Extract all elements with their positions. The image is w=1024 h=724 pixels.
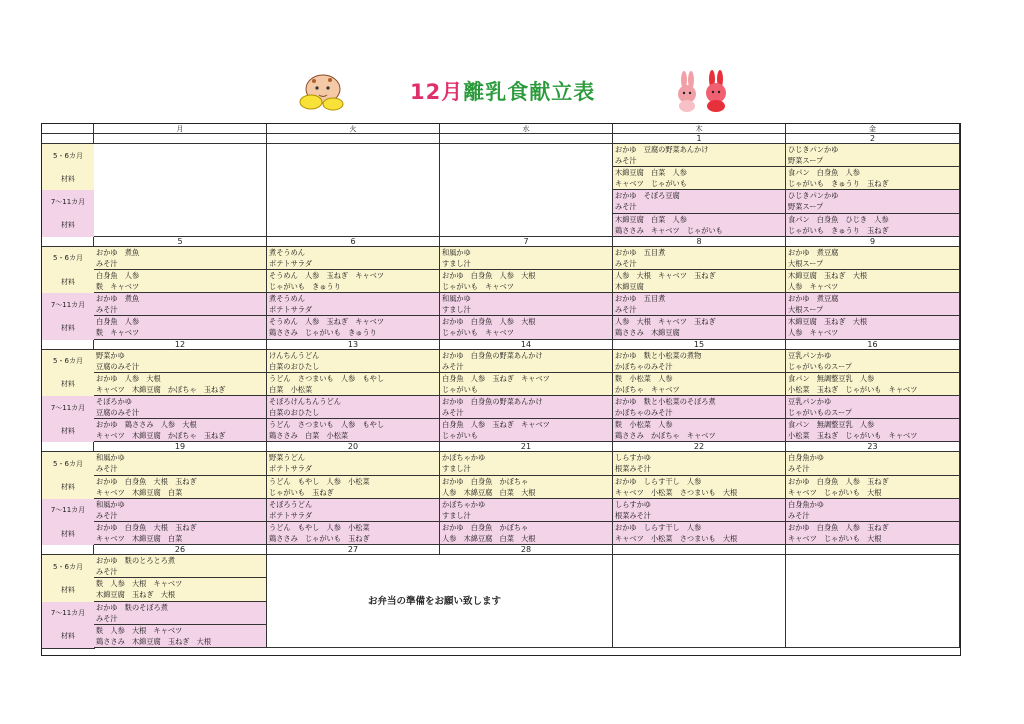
menu-line: キャベツ 小松菜 さつまいも 大根 (615, 534, 738, 543)
menu-line: 麩 キャベツ (96, 328, 140, 338)
menu-line: キャベツ 木綿豆腐 白菜 (96, 534, 183, 543)
menu-line: すまし汁 (442, 258, 471, 268)
empty-day-cell (440, 144, 613, 237)
menu-line: みそ汁 (96, 464, 118, 474)
date-number: 2 (786, 134, 960, 144)
menu-line: ひじきパンかゆ (788, 191, 839, 201)
menu-cell (786, 190, 960, 213)
menu-line: けんちんうどん (269, 350, 320, 360)
menu-line: 豆腐のみそ汁 (96, 408, 140, 417)
menu-cell (613, 293, 786, 316)
menu-cell (613, 452, 786, 475)
menu-line: おかゆ 白身魚の野菜あんかけ (442, 350, 543, 360)
row-label-age: 7〜11カ月 (42, 190, 95, 214)
date-row-label (42, 134, 94, 144)
menu-line: 木綿豆腐 玉ねぎ 大根 (96, 590, 176, 600)
weekday-header-4: 金 (786, 124, 960, 134)
date-number: 23 (786, 442, 960, 452)
menu-cell (440, 373, 613, 396)
menu-cell (94, 316, 267, 339)
date-number: 8 (613, 237, 786, 247)
menu-cell (613, 522, 786, 545)
menu-cell (94, 373, 267, 396)
menu-line: 麩 小松菜 人参 (615, 373, 673, 383)
menu-line: おかゆ 豆腐の野菜あんかけ (615, 145, 709, 154)
menu-line: そうめん 人参 玉ねぎ キャベツ (269, 271, 385, 280)
menu-cell (94, 452, 267, 475)
menu-line: そぼろうどん (269, 499, 313, 509)
date-number: 12 (94, 340, 267, 350)
weekday-header-0: 月 (94, 124, 267, 134)
menu-cell (786, 144, 960, 167)
row-label-ingredients: 材料 (42, 214, 95, 238)
menu-cell (440, 293, 613, 316)
menu-cell (613, 214, 786, 237)
menu-line: 鶏ささみ かぼちゃ キャベツ (615, 431, 716, 441)
menu-line: みそ汁 (615, 202, 637, 212)
menu-line: おかゆ 煮豆腐 (788, 294, 839, 304)
menu-line: 木綿豆腐 玉ねぎ 大根 (788, 317, 868, 327)
menu-line: 豆腐のみそ汁 (96, 361, 140, 371)
menu-line: 人参 キャベツ (788, 328, 839, 338)
menu-line: かぼちゃのみそ汁 (615, 361, 673, 371)
menu-line: 白菜 小松菜 (269, 384, 313, 394)
title-text: 離乳食献立表 (463, 80, 596, 104)
date-number: 5 (94, 237, 267, 247)
date-number: 7 (440, 237, 613, 247)
menu-line: 人参 キャベツ (788, 282, 839, 291)
menu-cell (440, 270, 613, 293)
date-number: 20 (267, 442, 440, 452)
menu-line: おかゆ 五目煮 (615, 294, 666, 304)
menu-line: 人参 木綿豆腐 白菜 大根 (442, 534, 536, 543)
menu-cell (94, 350, 267, 373)
menu-line: キャベツ じゃがいも (615, 179, 687, 189)
menu-line: じゃがいも きゅうり 玉ねぎ (788, 179, 889, 189)
menu-line: 和風かゆ (442, 294, 471, 304)
menu-line: 白身魚 人参 玉ねぎ キャベツ (442, 420, 550, 430)
menu-cell (267, 499, 440, 522)
menu-line: 根菜みそ汁 (615, 510, 651, 520)
menu-line: みそ汁 (788, 510, 810, 520)
menu-line: 野菜スープ (788, 156, 824, 165)
menu-line: すまし汁 (442, 305, 471, 315)
date-number: 16 (786, 340, 960, 350)
menu-line: みそ汁 (442, 408, 464, 417)
menu-cell (786, 167, 960, 190)
menu-cell (613, 316, 786, 339)
menu-cell (94, 293, 267, 316)
menu-line: 大根スープ (788, 258, 824, 268)
menu-line: みそ汁 (615, 305, 637, 315)
date-row-label (42, 545, 94, 555)
weekday-header-3: 木 (613, 124, 786, 134)
date-number: 22 (613, 442, 786, 452)
menu-line: 白菜のおひたし (269, 361, 320, 371)
menu-line: おかゆ 白身魚 大根 玉ねぎ (96, 523, 197, 532)
menu-cell (94, 270, 267, 293)
menu-line: おかゆ しらす干し 人参 (615, 476, 702, 486)
menu-line: おかゆ 白身魚 大根 玉ねぎ (96, 476, 197, 486)
menu-cell (94, 247, 267, 270)
menu-line: 白菜のおひたし (269, 408, 320, 417)
menu-line: じゃがいも キャベツ (442, 282, 514, 291)
date-number: 9 (786, 237, 960, 247)
menu-cell (94, 396, 267, 419)
weekday-header-2: 水 (440, 124, 613, 134)
menu-cell (786, 247, 960, 270)
menu-line: 鶏ささみ じゃがいも 玉ねぎ (269, 534, 370, 543)
menu-line: おかゆ 白身魚 人参 玉ねぎ (788, 476, 889, 486)
menu-line: 人参 大根 キャベツ 玉ねぎ (615, 317, 716, 327)
menu-line: 食パン 無調整豆乳 人参 (788, 420, 875, 430)
menu-line: おかゆ 白身魚 かぼちゃ (442, 523, 529, 532)
menu-cell (786, 293, 960, 316)
menu-cell (267, 419, 440, 442)
menu-cell (267, 373, 440, 396)
menu-line: ポテトサラダ (269, 305, 313, 315)
menu-line: おかゆ 麩と小松菜の煮物 (615, 350, 702, 360)
menu-cell (613, 167, 786, 190)
row-label-ingredients: 材料 (42, 316, 95, 340)
date-number: 14 (440, 340, 613, 350)
weekday-header-1: 火 (267, 124, 440, 134)
menu-line: 麩 キャベツ (96, 282, 140, 291)
row-label-age: 5・6カ月 (42, 555, 95, 579)
menu-cell (786, 499, 960, 522)
menu-line: おかゆ 煮豆腐 (788, 247, 839, 257)
menu-cell (94, 555, 267, 578)
menu-line: じゃがいも 玉ねぎ (269, 487, 334, 497)
menu-line: 鶏ささみ じゃがいも きゅうり (269, 328, 377, 338)
menu-line: ポテトサラダ (269, 464, 313, 474)
menu-cell (267, 396, 440, 419)
menu-cell (786, 452, 960, 475)
empty-day-cell (94, 144, 267, 237)
date-number (94, 134, 267, 144)
menu-line: 野菜スープ (788, 202, 824, 212)
row-label-ingredients: 材料 (42, 419, 95, 443)
menu-line: 麩 人参 大根 キャベツ (96, 579, 183, 589)
menu-cell (267, 350, 440, 373)
menu-cell (94, 476, 267, 499)
row-label-ingredients: 材料 (42, 578, 95, 602)
menu-line: みそ汁 (96, 613, 118, 623)
menu-line: かぼちゃ キャベツ (615, 384, 680, 394)
menu-cell (786, 396, 960, 419)
menu-line: そぼろけんちんうどん (269, 397, 341, 406)
menu-cell (94, 419, 267, 442)
menu-line: 人参 大根 キャベツ 玉ねぎ (615, 271, 716, 280)
menu-cell (94, 602, 267, 625)
menu-cell (267, 476, 440, 499)
menu-cell (267, 270, 440, 293)
menu-cell (94, 625, 267, 648)
menu-line: みそ汁 (96, 567, 118, 577)
empty-day-cell (613, 555, 786, 648)
date-number: 28 (440, 545, 613, 555)
row-label-age: 7〜11カ月 (42, 293, 95, 317)
menu-line: おかゆ 鶏ささみ 人参 大根 (96, 420, 197, 430)
menu-line: 人参 木綿豆腐 白菜 大根 (442, 487, 536, 497)
menu-cell (613, 499, 786, 522)
menu-cell (613, 350, 786, 373)
menu-line: おかゆ 人参 大根 (96, 373, 161, 383)
menu-line: キャベツ じゃがいも 大根 (788, 487, 882, 497)
menu-line: 鶏ささみ 木綿豆腐 玉ねぎ 大根 (96, 636, 212, 646)
menu-cell (94, 499, 267, 522)
menu-line: おかゆ 煮魚 (96, 294, 140, 304)
menu-line: おかゆ 麩と小松菜のそぼろ煮 (615, 397, 716, 406)
menu-cell (440, 499, 613, 522)
menu-line: そうめん 人参 玉ねぎ キャベツ (269, 317, 385, 327)
menu-line: おかゆ 五目煮 (615, 247, 666, 257)
menu-line: しらすかゆ (615, 499, 651, 509)
menu-cell (613, 396, 786, 419)
menu-cell (440, 522, 613, 545)
lunch-notice: お弁当の準備をお願い致します (368, 596, 502, 608)
menu-line: おかゆ 白身魚 人参 玉ねぎ (788, 523, 889, 532)
menu-cell (786, 476, 960, 499)
menu-line: 豆乳パンかゆ (788, 397, 832, 406)
menu-line: おかゆ 煮魚 (96, 247, 140, 257)
menu-line: おかゆ 麩のそぼろ煮 (96, 602, 168, 612)
menu-cell (267, 293, 440, 316)
menu-line: 食パン 白身魚 ひじき 人参 (788, 214, 889, 224)
menu-cell (440, 350, 613, 373)
menu-line: おかゆ 白身魚 人参 大根 (442, 317, 536, 327)
menu-cell (786, 373, 960, 396)
menu-line: おかゆ そぼろ豆腐 (615, 191, 680, 201)
row-label-age: 5・6カ月 (42, 350, 95, 374)
date-number (613, 545, 786, 555)
menu-cell (613, 373, 786, 396)
empty-day-cell (267, 144, 440, 237)
date-row-label (42, 340, 94, 350)
menu-line: かぼちゃのみそ汁 (615, 408, 673, 417)
menu-cell (786, 522, 960, 545)
row-label-age: 7〜11カ月 (42, 396, 95, 420)
page-title (410, 76, 595, 106)
menu-line: 和風かゆ (442, 247, 471, 257)
menu-line: 白身魚 人参 (96, 271, 140, 280)
menu-line: うどん もやし 人参 小松菜 (269, 523, 370, 532)
menu-line: みそ汁 (442, 361, 464, 371)
menu-line: おかゆ 麩のとろとろ煮 (96, 556, 176, 566)
date-number: 15 (613, 340, 786, 350)
menu-cell (613, 190, 786, 213)
menu-line: キャベツ じゃがいも 大根 (788, 534, 882, 543)
menu-cell (440, 452, 613, 475)
menu-line: じゃがいものスープ (788, 361, 852, 371)
row-label-age: 5・6カ月 (42, 452, 95, 476)
menu-line: すまし汁 (442, 510, 471, 520)
rabbit-characters-icon (668, 70, 736, 114)
menu-line: じゃがいものスープ (788, 408, 852, 417)
menu-line: じゃがいも きゅうり 玉ねぎ (788, 225, 889, 235)
menu-line: じゃがいも きゅうり (269, 282, 341, 291)
menu-line: 煮そうめん (269, 294, 305, 304)
menu-line: みそ汁 (96, 305, 118, 315)
menu-cell (786, 350, 960, 373)
menu-line: キャベツ 木綿豆腐 かぼちゃ 玉ねぎ (96, 431, 226, 441)
menu-line: ポテトサラダ (269, 510, 313, 520)
menu-cell (94, 522, 267, 545)
date-number: 26 (94, 545, 267, 555)
menu-cell (786, 419, 960, 442)
menu-line: キャベツ 小松菜 さつまいも 大根 (615, 487, 738, 497)
menu-cell (440, 247, 613, 270)
menu-cell (267, 452, 440, 475)
menu-cell (613, 419, 786, 442)
row-label-ingredients: 材料 (42, 167, 95, 191)
menu-cell (613, 247, 786, 270)
menu-cell (613, 476, 786, 499)
menu-line: おかゆ 白身魚 人参 大根 (442, 271, 536, 280)
menu-line: じゃがいも (442, 431, 478, 441)
menu-line: かぼちゃかゆ (442, 499, 486, 509)
row-label-ingredients: 材料 (42, 522, 95, 546)
menu-line: 木綿豆腐 玉ねぎ 大根 (788, 271, 868, 280)
empty-day-cell (786, 555, 960, 648)
menu-table (41, 123, 961, 656)
row-label-ingredients: 材料 (42, 373, 95, 397)
menu-cell (94, 578, 267, 601)
menu-line: うどん もやし 人参 小松菜 (269, 476, 370, 486)
row-label-ingredients: 材料 (42, 625, 95, 649)
menu-cell (267, 316, 440, 339)
menu-line: 木綿豆腐 白菜 人参 (615, 214, 687, 224)
date-number: 1 (613, 134, 786, 144)
menu-cell (786, 270, 960, 293)
menu-cell (440, 419, 613, 442)
date-number: 19 (94, 442, 267, 452)
menu-line: 根菜みそ汁 (615, 464, 651, 474)
menu-line: みそ汁 (96, 258, 118, 268)
menu-line: 麩 小松菜 人参 (615, 420, 673, 430)
menu-line: みそ汁 (96, 510, 118, 520)
menu-line: おかゆ 白身魚 かぼちゃ (442, 476, 529, 486)
menu-line: みそ汁 (615, 258, 637, 268)
menu-line: キャベツ 木綿豆腐 かぼちゃ 玉ねぎ (96, 384, 226, 394)
menu-line: かぼちゃかゆ (442, 453, 486, 463)
menu-line: 木綿豆腐 (615, 282, 644, 291)
menu-cell (267, 522, 440, 545)
date-row-label (42, 237, 94, 247)
menu-line: 野菜うどん (269, 453, 305, 463)
menu-cell (613, 144, 786, 167)
menu-line: 煮そうめん (269, 247, 305, 257)
menu-line: 鶏ささみ 木綿豆腐 (615, 328, 680, 338)
row-label-ingredients: 材料 (42, 476, 95, 500)
menu-line: 木綿豆腐 白菜 人参 (615, 168, 687, 178)
row-label-ingredients: 材料 (42, 270, 95, 294)
menu-cell (440, 396, 613, 419)
menu-cell (440, 476, 613, 499)
menu-line: 和風かゆ (96, 499, 125, 509)
menu-line: みそ汁 (788, 464, 810, 474)
menu-line: 食パン 白身魚 人参 (788, 168, 860, 178)
menu-line: すまし汁 (442, 464, 471, 474)
menu-line: 白身魚かゆ (788, 453, 824, 463)
menu-line: キャベツ 木綿豆腐 白菜 (96, 487, 183, 497)
menu-line: そぼろかゆ (96, 397, 132, 406)
menu-line: 野菜かゆ (96, 350, 125, 360)
menu-cell (786, 316, 960, 339)
menu-line: 和風かゆ (96, 453, 125, 463)
menu-line: 大根スープ (788, 305, 824, 315)
menu-cell (440, 316, 613, 339)
menu-line: うどん さつまいも 人参 もやし (269, 373, 385, 383)
date-number: 21 (440, 442, 613, 452)
menu-line: 豆乳パンかゆ (788, 350, 832, 360)
baby-mascot-icon (290, 70, 352, 114)
date-number: 6 (267, 237, 440, 247)
header-corner (42, 124, 94, 134)
date-number (440, 134, 613, 144)
menu-line: じゃがいも (442, 384, 478, 394)
menu-line: みそ汁 (615, 156, 637, 165)
date-number (267, 134, 440, 144)
menu-line: うどん さつまいも 人参 もやし (269, 420, 385, 430)
date-number: 13 (267, 340, 440, 350)
menu-line: じゃがいも キャベツ (442, 328, 514, 338)
menu-line: 小松菜 玉ねぎ じゃがいも キャベツ (788, 431, 918, 441)
menu-line: 白身魚 人参 (96, 317, 140, 327)
menu-line: おかゆ 白身魚の野菜あんかけ (442, 397, 543, 406)
menu-line: 麩 人参 大根 キャベツ (96, 625, 183, 635)
menu-line: 白身魚 人参 玉ねぎ キャベツ (442, 373, 550, 383)
title-month: 12月 (410, 80, 464, 104)
menu-line: 鶏ささみ キャベツ じゃがいも (615, 225, 723, 235)
date-number: 27 (267, 545, 440, 555)
date-row-label (42, 442, 94, 452)
row-label-age: 7〜11カ月 (42, 499, 95, 523)
menu-cell (613, 270, 786, 293)
menu-line: ひじきパンかゆ (788, 145, 839, 154)
date-number (786, 545, 960, 555)
row-label-age: 5・6カ月 (42, 144, 95, 168)
menu-cell (786, 214, 960, 237)
menu-line: おかゆ しらす干し 人参 (615, 523, 702, 532)
menu-cell (267, 247, 440, 270)
menu-line: 鶏ささみ 白菜 小松菜 (269, 431, 349, 441)
menu-line: 小松菜 玉ねぎ じゃがいも キャベツ (788, 384, 918, 394)
menu-line: 白身魚かゆ (788, 499, 824, 509)
row-label-age: 7〜11カ月 (42, 602, 95, 626)
row-label-age: 5・6カ月 (42, 247, 95, 271)
menu-line: しらすかゆ (615, 453, 651, 463)
menu-line: 食パン 無調整豆乳 人参 (788, 373, 875, 383)
menu-line: ポテトサラダ (269, 258, 313, 268)
